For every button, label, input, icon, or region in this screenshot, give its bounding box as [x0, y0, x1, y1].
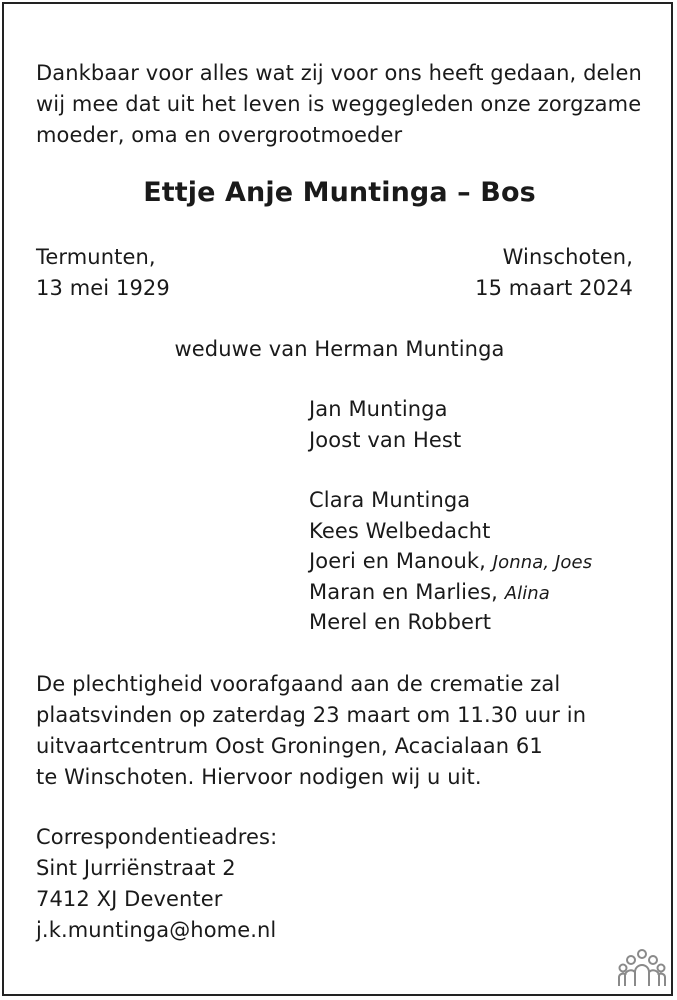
- death-info: [475, 242, 633, 304]
- family-member: [309, 607, 491, 638]
- birth-info: [36, 242, 170, 304]
- intro-line: wij mee dat uit het leven is weggegleden onze zorgzame: [36, 92, 642, 116]
- death-date: 15 maart 2024: [475, 276, 633, 300]
- ceremony-text: [36, 669, 586, 793]
- correspondence-email: j.k.muntinga@home.nl: [36, 918, 277, 942]
- family-member-name: Kees Welbedacht: [309, 519, 491, 543]
- birth-date: 13 mei 1929: [36, 276, 170, 300]
- intro-line: Dankbaar voor alles wat zij voor ons heeft gedaan, delen: [36, 61, 642, 85]
- correspondence-street: Sint Jurriënstraat 2: [36, 856, 236, 880]
- ceremony-line: uitvaartcentrum Oost Groningen, Acacialaan 61: [36, 734, 543, 758]
- intro-line: moeder, oma en overgrootmoeder: [36, 123, 403, 147]
- family-member: Joost van Hest: [309, 428, 462, 452]
- family-member: [309, 546, 592, 578]
- family-member-name: Joeri en Manouk,: [309, 549, 486, 573]
- death-place: Winschoten,: [502, 245, 633, 269]
- family-member: [309, 577, 550, 609]
- deceased-name: Ettje Anje Muntinga – Bos: [143, 177, 536, 208]
- family-member: Jan Muntinga: [309, 397, 448, 421]
- family-member-name: Merel en Robbert: [309, 610, 492, 634]
- family-member-name: Clara Muntinga: [309, 488, 471, 512]
- family-group-icon: [618, 948, 666, 988]
- ceremony-line: plaatsvinden op zaterdag 23 maart om 11.30 uur in: [36, 703, 587, 727]
- widow-line: weduwe van Herman Muntinga: [174, 337, 505, 361]
- intro-text: [36, 58, 642, 151]
- correspondence-block: [36, 822, 277, 946]
- ceremony-line: te Winschoten. Hiervoor nodigen wij u uit.: [36, 765, 482, 789]
- correspondence-city: 7412 XJ Deventer: [36, 887, 223, 911]
- family-member-name: Maran en Marlies,: [309, 580, 498, 604]
- grandchildren-names: Jonna, Joes: [492, 552, 593, 573]
- obituary-card: [2, 2, 673, 996]
- birth-place: Termunten,: [36, 245, 156, 269]
- family-member: [309, 485, 470, 516]
- grandchildren-names: Alina: [504, 583, 550, 604]
- family-member: [309, 516, 491, 547]
- correspondence-label: Correspondentieadres:: [36, 825, 278, 849]
- ceremony-line: De plechtigheid voorafgaand aan de crematie zal: [36, 672, 561, 696]
